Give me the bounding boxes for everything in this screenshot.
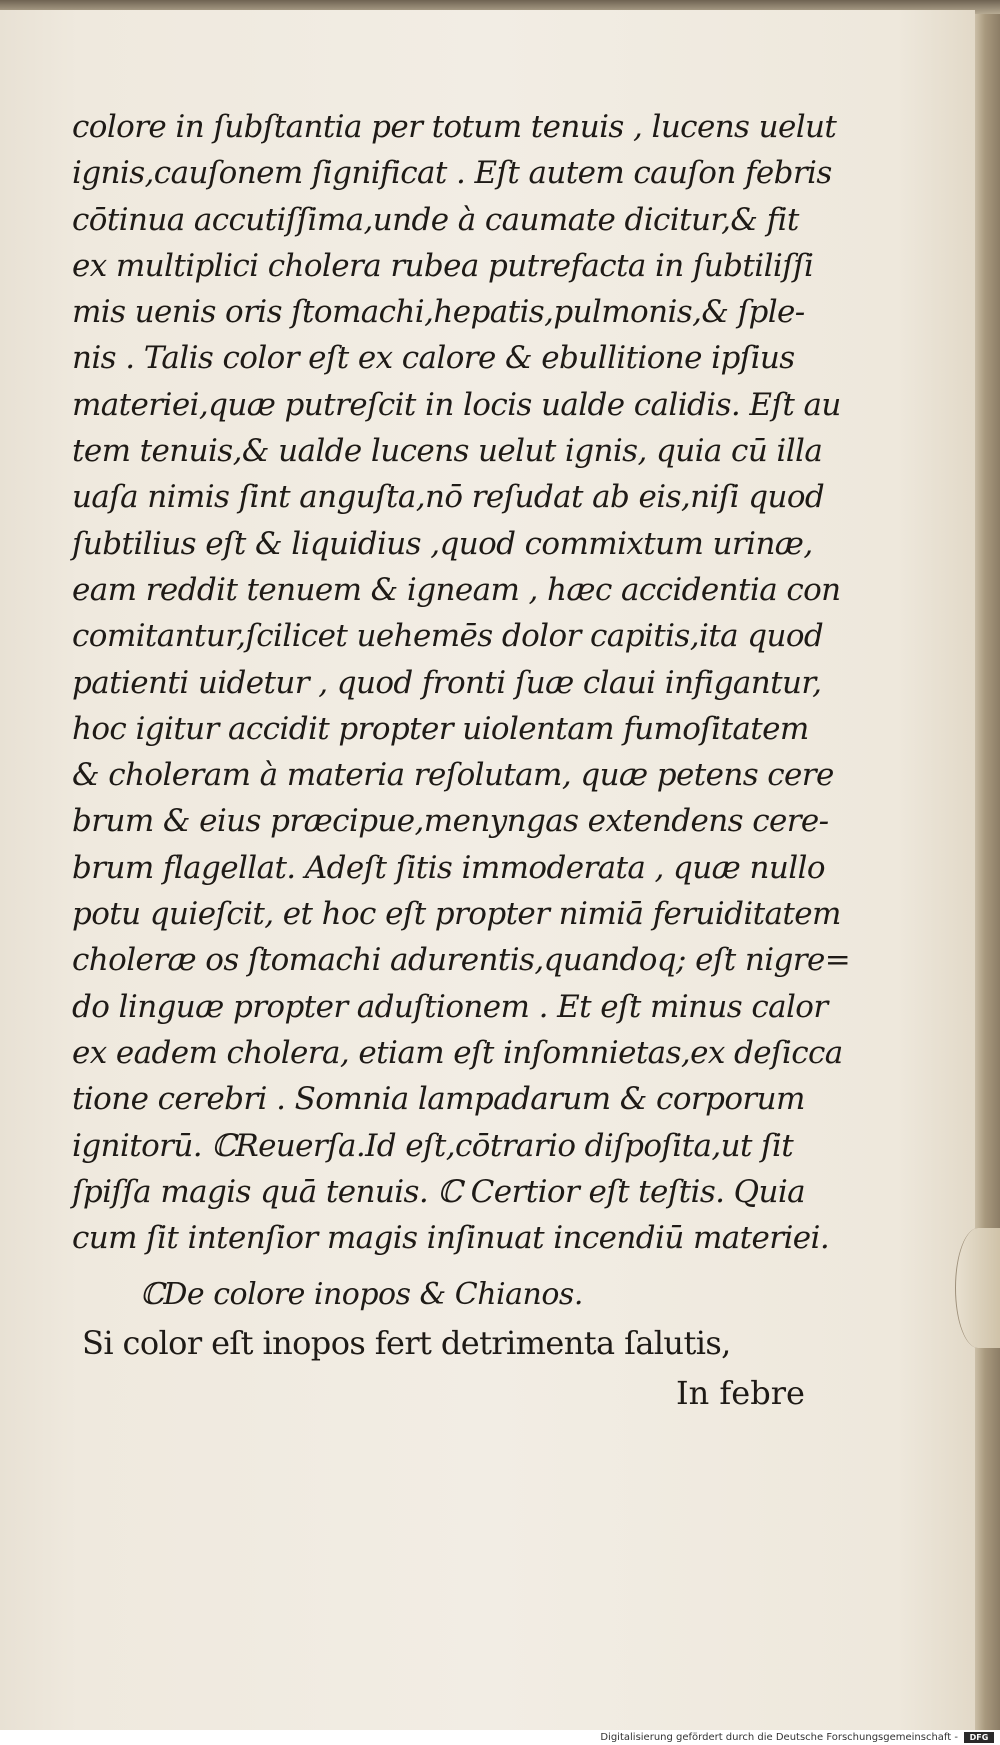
text-line: cōtinua accutiſſima,unde à caumate dicitur,& fit	[72, 201, 799, 238]
text-line: & choleram à materia reſolutam, quæ petens cere	[72, 757, 834, 794]
text-line: choleræ os ſtomachi adurentis,quandoq; eſt nigre=	[72, 942, 851, 979]
text-line: colore in ſubſtantia per totum tenuis , lucens uelut	[72, 109, 837, 145]
body-text	[72, 104, 851, 1261]
text-line: patienti uidetur , quod fronti ſuæ claui infigantur,	[72, 664, 822, 701]
text-line: ex multiplici cholera rubea putrefacta in ſubtiliſſi	[72, 247, 814, 284]
text-line: mis uenis oris ſtomachi,hepatis,pulmonis,& ſple-	[72, 294, 805, 331]
text-line: ſpiſſa magis quā tenuis. ℂ Certior eſt teſtis. Quia	[72, 1173, 806, 1210]
text-line: cum ſit intenſior magis inſinuat incendiū materiei.	[72, 1220, 830, 1257]
text-line: tione cerebri . Somnia lampadarum & corporum	[72, 1081, 805, 1118]
text-line: do linguæ propter aduſtionem . Et eſt minus calor	[72, 988, 828, 1025]
text-line: brum flagellat. Adeſt ſitis immoderata , quæ nullo	[72, 849, 825, 886]
section-heading: ℂDe colore inopos & Chianos.	[140, 1277, 583, 1312]
fore-edge-tab	[955, 1228, 1000, 1348]
digitization-footer	[0, 1730, 1000, 1745]
text-line: comitantur,ſcilicet uehemēs dolor capitis,ita quod	[72, 618, 824, 655]
text-line: brum & eius præcipue,menyngas extendens cere-	[72, 803, 829, 840]
text-line: ignis,cauſonem ſignificat . Eſt autem cauſon febris	[72, 155, 832, 192]
catchword: In febre	[676, 1374, 805, 1412]
text-line: ſubtilius eſt & liquidius ,quod commixtum urinæ,	[72, 525, 813, 562]
text-line: tem tenuis,& ualde lucens uelut ignis, quia cū illa	[72, 433, 823, 470]
text-line: potu quieſcit, et hoc eſt propter nimiā feruiditatem	[72, 896, 841, 933]
text-line: eam reddit tenuem & igneam , hæc accidentia con	[72, 571, 841, 608]
page-fore-edge	[975, 14, 1000, 1730]
text-line: hoc igitur accidit propter uiolentam fumoſitatem	[72, 710, 809, 747]
text-line: ignitorū. ℂReuerſa.Id eſt,cōtrario diſpoſita,ut ſit	[72, 1127, 794, 1164]
verse-line: Si color eſt inopos fert detrimenta ſalutis,	[82, 1324, 731, 1362]
footer-credit: Digitalisierung gefördert durch die Deutsche Forschungsgemeinschaft -	[600, 1732, 958, 1743]
text-line: materiei,quæ putreſcit in locis ualde calidis. Eſt au	[72, 386, 841, 423]
dfg-logo: DFG	[964, 1732, 994, 1743]
text-line: uaſa nimis ſint anguſta,nō reſudat ab eis,niſi quod	[72, 479, 825, 516]
text-line: ex eadem cholera, etiam eſt inſomnietas,ex deſicca	[72, 1034, 843, 1071]
text-line: nis . Talis color eſt ex calore & ebullitione ipſius	[72, 340, 795, 377]
